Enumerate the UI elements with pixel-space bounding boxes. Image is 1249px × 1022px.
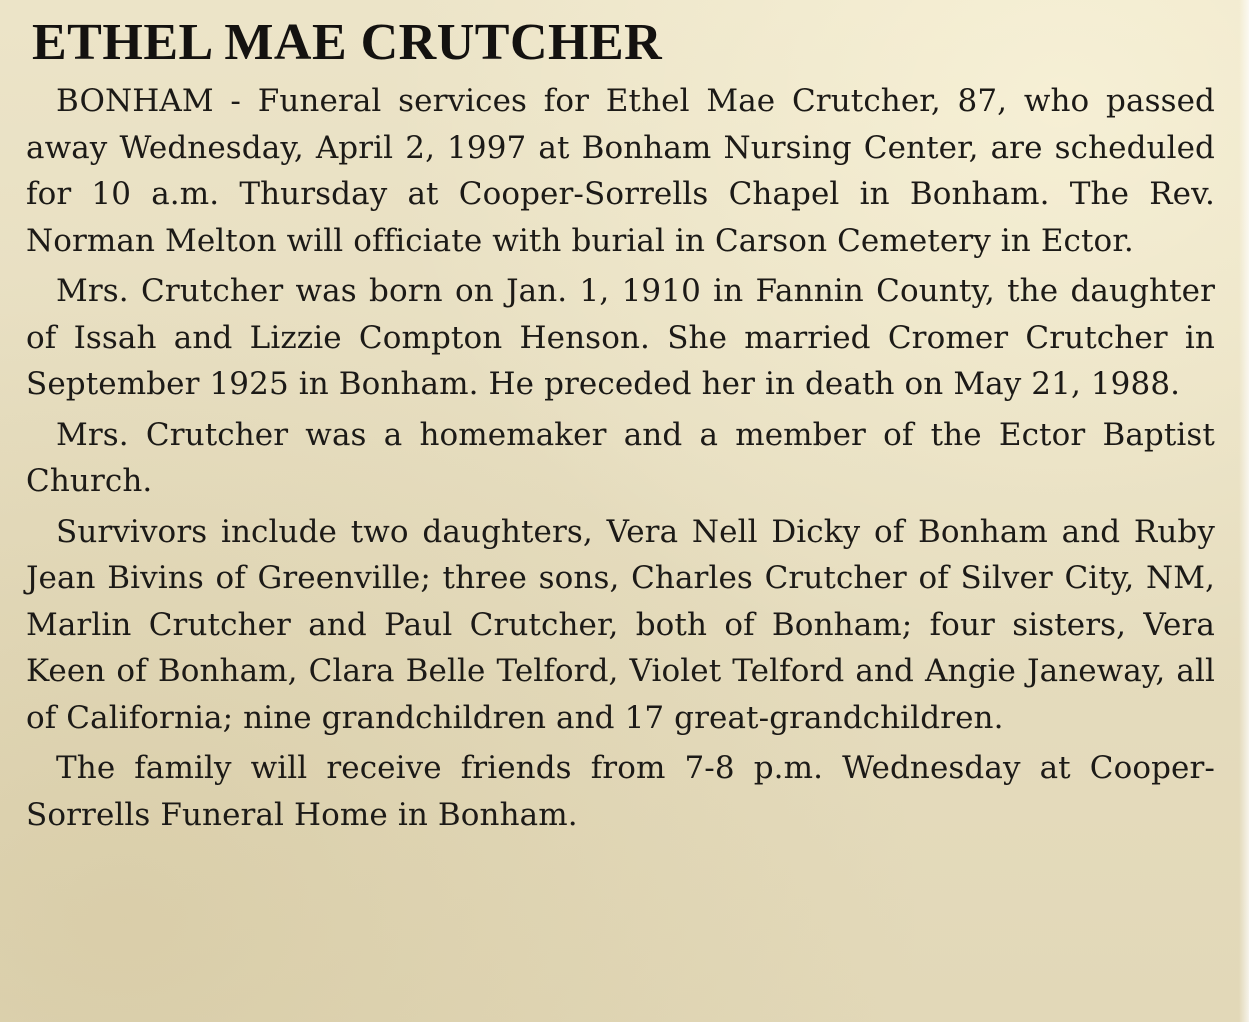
obituary-headline: ETHEL MAE CRUTCHER — [32, 14, 663, 71]
paragraph-survivors: Survivors include two daughters, Vera Nell Dicky of Bonham and Ruby Jean Bivins of Greenville; three sons, Charles Crutcher of Silver City, NM, Marlin Crutcher and Paul Crutcher, both of Bonham; four sisters, Vera Keen of Bonham, Clara Belle Telford, Violet Telford and Angie Janeway, all of California; nine grandchildren and 17 great-grandchildren. — [26, 513, 1215, 736]
paragraph-funeral-services: BONHAM - Funeral services for Ethel Mae Crutcher, 87, who passed away Wednesday, April 2, 1997 at Bonham Nursing Center, are scheduled for 10 a.m. Thursday at Cooper-Sorrells Chapel in Bonham. The Rev. Norman Melton will officiate with burial in Carson Cemetery in Ector. — [26, 83, 1215, 259]
paragraph-visitation: The family will receive friends from 7-8 p.m. Wednesday at Cooper-Sorrells Funeral Home in Bonham. — [26, 750, 1215, 833]
paragraph-occupation-church: Mrs. Crutcher was a homemaker and a member of the Ector Baptist Church. — [26, 416, 1215, 499]
paragraph-birth-marriage: Mrs. Crutcher was born on Jan. 1, 1910 in Fannin County, the daughter of Issah and Lizzie Compton Henson. She married Cromer Crutcher in September 1925 in Bonham. He preceded her in death on May 21, 1988. — [26, 273, 1215, 402]
obituary-body — [26, 78, 1215, 838]
